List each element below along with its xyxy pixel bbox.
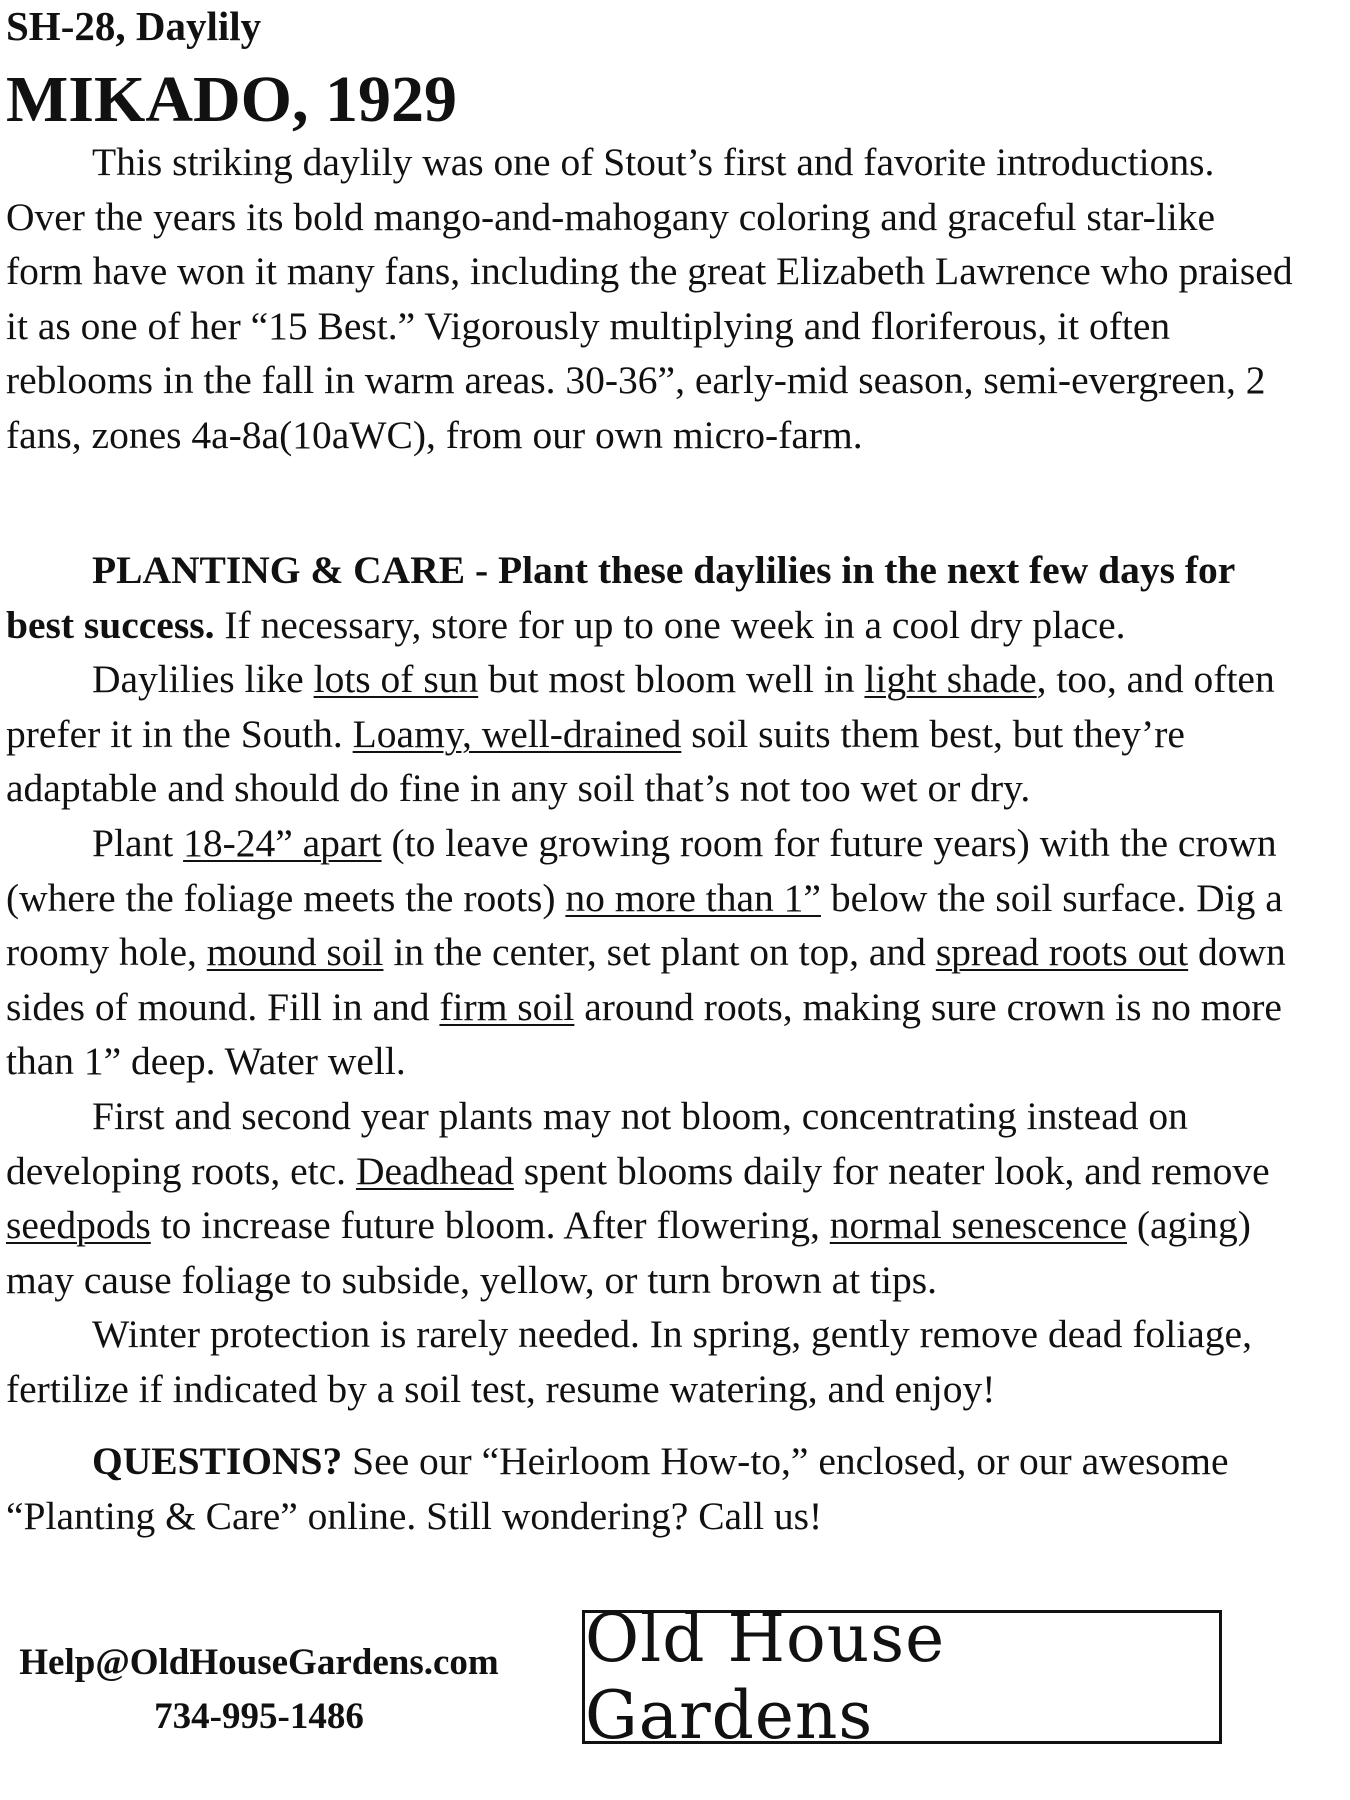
care-p3-text: Plant: [92, 820, 184, 865]
underlined-term: mound soil: [206, 930, 384, 975]
care-p3-text: in the center, set plant on top, and: [383, 930, 936, 975]
care-p3-text: below the soil surface. Dig a roomy hole,: [6, 875, 1283, 975]
questions-section: [6, 1434, 1296, 1543]
care-paragraph-3: [6, 816, 1296, 1089]
contact-block: [8, 1636, 510, 1744]
underlined-term: no more than 1”: [565, 875, 821, 920]
product-code: SH-28, Daylily: [6, 3, 262, 49]
company-logo: [582, 1600, 1222, 1754]
email-address: Help@OldHouseGardens.com: [19, 1642, 499, 1683]
phone-number: 734-995-1486: [154, 1696, 364, 1737]
care-paragraph-5: Winter protection is rarely needed. In spring, gently remove dead foliage, fertilize if indicated by a soil test, resume watering, and enjoy!: [6, 1312, 1252, 1411]
care-p4-text: (aging) may cause foliage to subside, yellow, or turn brown at tips.: [6, 1203, 1251, 1302]
care-p2-text: but most bloom well in: [478, 657, 865, 702]
underlined-term: lots of sun: [313, 657, 479, 702]
care-p4-text: First and second year plants may not bloom, concentrating instead on developing roots, etc.: [6, 1093, 1188, 1193]
underlined-term: firm soil: [439, 984, 575, 1029]
care-p3-text: around roots, making sure crown is no more than 1” deep. Water well.: [6, 984, 1282, 1084]
care-p4-text: to increase future bloom. After flowering,: [150, 1203, 830, 1248]
questions-heading: QUESTIONS?: [92, 1439, 343, 1483]
care-p2-text: , too, and often prefer it in the South.: [6, 657, 1275, 756]
underlined-term: normal senescence: [829, 1203, 1127, 1248]
underlined-term: Loamy, well-drained: [352, 711, 682, 756]
care-paragraph-4: [6, 1089, 1296, 1307]
intro-section: [6, 135, 1296, 463]
care-paragraph-1: [6, 543, 1296, 652]
intro-paragraph: This striking daylily was one of Stout’s first and favorite introductions. Over the years its bold mango-and-mahogany coloring and graceful star-like form have won it many fans, including the great Elizabeth Lawrence who praised it as one of her “15 Best.” Vigorously multiplying and floriferous, it often reblooms in the fall in warm areas. 30-36”, early-mid season, semi-evergreen, 2 fans, zones 4a-8a(10aWC), from our own micro-farm.: [6, 140, 1293, 457]
care-p4-text: spent blooms daily for neater look, and remove: [513, 1148, 1270, 1193]
underlined-term: seedpods: [6, 1203, 151, 1248]
planting-care-section: [6, 543, 1296, 1417]
questions-paragraph: [6, 1434, 1296, 1543]
underlined-term: light shade: [864, 657, 1037, 702]
questions-text: See our “Heirloom How-to,” enclosed, or our awesome “Planting & Care” online. Still wondering? Call us!: [6, 1439, 1229, 1538]
logo-text: Old House Gardens: [585, 1600, 946, 1754]
underlined-term: spread roots out: [935, 930, 1189, 975]
care-p3-text: (to leave growing room for future years) with the crown (where the foliage meets the roots): [6, 820, 1277, 920]
care-heading: PLANTING & CARE - Plant these daylilies in the next few days for best success.: [6, 548, 1235, 647]
care-p2-text: soil suits them best, but they’re adaptable and should do fine in any soil that’s not too wet or dry.: [6, 711, 1185, 811]
product-title: MIKADO, 1929: [6, 63, 457, 136]
underlined-term: Deadhead: [355, 1148, 514, 1193]
care-p3-text: down sides of mound. Fill in and: [6, 930, 1286, 1029]
care-paragraph-2: [6, 652, 1296, 816]
care-p2-text: Daylilies like: [92, 657, 314, 702]
care-p1-text: If necessary, store for up to one week in a cool dry place.: [214, 602, 1126, 647]
underlined-term: 18-24” apart: [183, 820, 382, 865]
